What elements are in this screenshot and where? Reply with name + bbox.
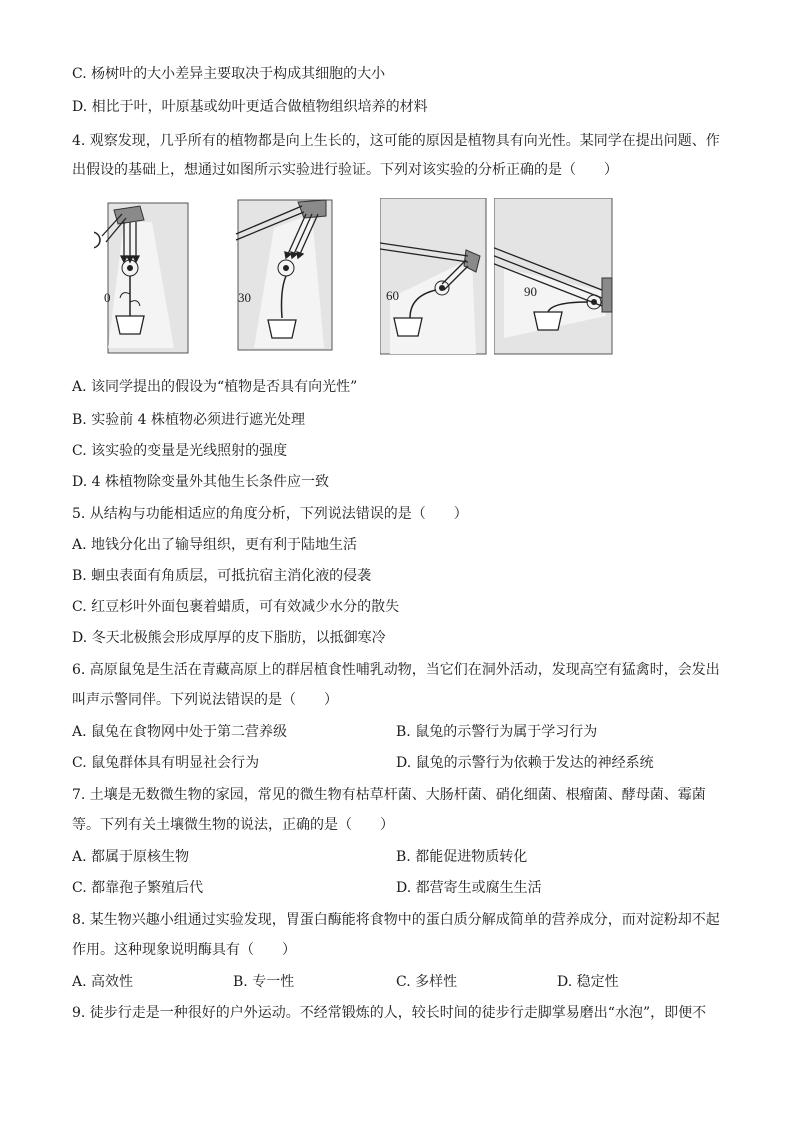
phototropism-figure	[94, 198, 634, 358]
q4-option-b: B. 实验前 4 株植物必须进行遮光处理	[72, 412, 305, 428]
q7-stem-line1: 7. 土壤是无数微生物的家园，常见的微生物有枯草杆菌、大肠杆菌、硝化细菌、根瘤菌、酵母菌、霉菌	[72, 787, 706, 803]
mirror-shape	[602, 278, 612, 312]
angle-label: 60	[386, 288, 399, 303]
q9-stem-line1: 9. 徒步行走是一种很好的户外运动。不经常锻炼的人，较长时间的徒步行走脚掌易磨出“水泡”，即便不	[72, 1005, 707, 1021]
q8-stem-line1: 8. 某生物兴趣小组通过实验发现，胃蛋白酶能将食物中的蛋白质分解成简单的营养成分，而对淀粉却不起	[72, 912, 720, 928]
q5-stem: 5. 从结构与功能相适应的角度分析，下列说法错误的是（ ）	[72, 506, 468, 522]
q6-option-a: A. 鼠兔在食物网中处于第二营养级	[72, 724, 288, 740]
q6-stem-line1: 6. 高原鼠兔是生活在青藏高原上的群居植食性哺乳动物，当它们在洞外活动，发现高空有猛禽时，会发出	[72, 662, 720, 678]
q3-option-d: D. 相比于叶，叶原基或幼叶更适合做植物组织培养的材料	[72, 99, 428, 115]
q5-option-d: D. 冬天北极熊会形成厚厚的皮下脂肪，以抵御寒冷	[72, 630, 386, 646]
angle-label: 30	[238, 290, 251, 305]
q6-option-d: D. 鼠兔的示警行为依赖于发达的神经系统	[396, 755, 654, 771]
q6-stem-line2: 叫声示警同伴。下列说法错误的是（ ）	[72, 692, 338, 708]
q7-option-a: A. 都属于原核生物	[72, 849, 190, 865]
q4-option-c: C. 该实验的变量是光线照射的强度	[72, 443, 288, 459]
q4-option-d: D. 4 株植物除变量外其他生长条件应一致	[72, 474, 329, 490]
q7-option-b: B. 都能促进物质转化	[396, 849, 528, 865]
q7-option-c: C. 都靠孢子繁殖后代	[72, 880, 204, 896]
flower-pot	[268, 320, 296, 338]
experiment-panel-90	[494, 198, 614, 358]
experiment-panel-30	[234, 198, 334, 358]
q6-option-c: C. 鼠兔群体具有明显社会行为	[72, 755, 260, 771]
sun-icon	[94, 232, 100, 248]
q5-option-a: A. 地钱分化出了输导组织，更有利于陆地生活	[72, 537, 358, 553]
flower-pot	[394, 318, 422, 336]
flower-pot	[116, 316, 144, 334]
q8-option-c: C. 多样性	[396, 974, 458, 990]
q5-option-b: B. 蛔虫表面有角质层，可抵抗宿主消化液的侵袭	[72, 568, 372, 584]
q7-stem-line2: 等。下列有关土壤微生物的说法，正确的是（ ）	[72, 817, 394, 833]
experiment-panel-0	[94, 198, 194, 358]
flower-pot	[534, 312, 562, 330]
q8-stem-line2: 作用。这种现象说明酶具有（ ）	[72, 942, 296, 958]
q4-option-a: A. 该同学提出的假设为“植物是否具有向光性”	[72, 379, 358, 395]
q7-option-d: D. 都营寄生或腐生生活	[396, 880, 542, 896]
q5-option-c: C. 红豆杉叶外面包裹着蜡质，可有效减少水分的散失	[72, 599, 400, 615]
q6-option-b: B. 鼠兔的示警行为属于学习行为	[396, 724, 598, 740]
angle-label: 90	[524, 284, 537, 299]
q8-option-d: D. 稳定性	[557, 974, 619, 990]
q8-option-a: A. 高效性	[72, 974, 134, 990]
angle-label: 0	[104, 290, 111, 305]
experiment-panel-60	[380, 198, 490, 358]
q4-stem-line2: 出假设的基础上，想通过如图所示实验进行验证。下列对该实验的分析正确的是（ ）	[72, 162, 618, 178]
q8-option-b: B. 专一性	[233, 974, 295, 990]
q4-stem-line1: 4. 观察发现，几乎所有的植物都是向上生长的，这可能的原因是植物具有向光性。某同学在提出问题、作	[72, 133, 720, 149]
q3-option-c: C. 杨树叶的大小差异主要取决于构成其细胞的大小	[72, 66, 386, 82]
